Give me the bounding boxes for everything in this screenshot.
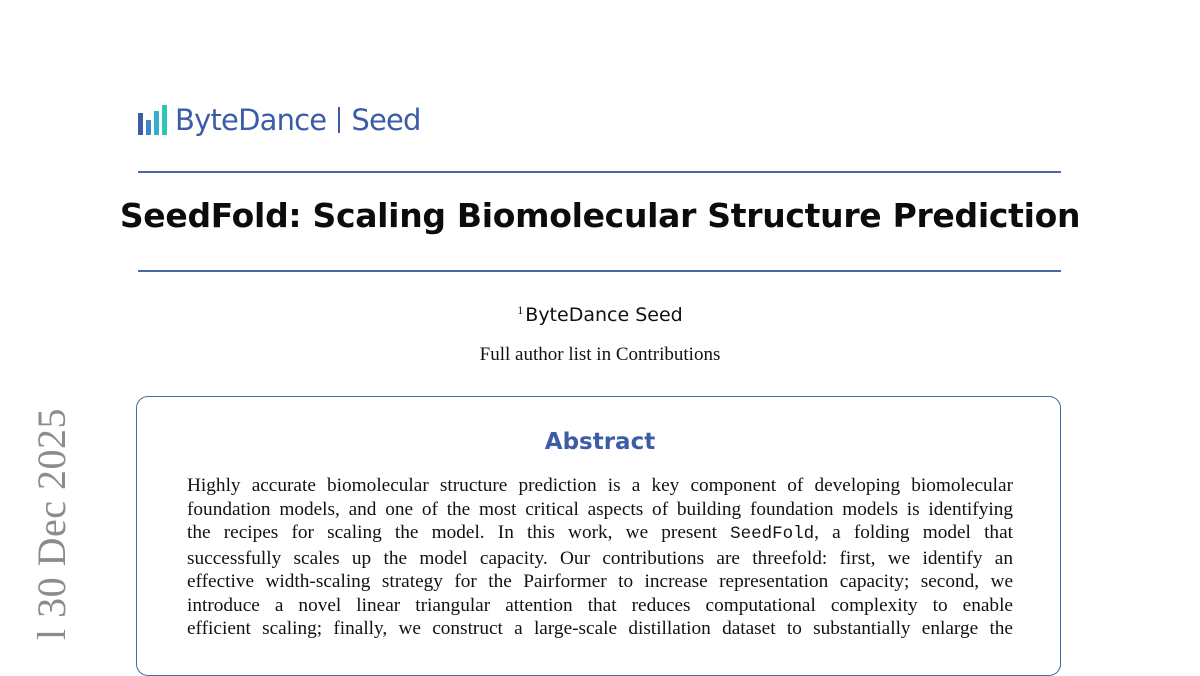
abstract-body: [187, 474, 1013, 641]
abstract-heading: Abstract: [544, 429, 656, 455]
abstract-line: successfully scales up the model capacity. Our contributions are threefold: first, we identify an: [187, 547, 1013, 569]
logo-separator: [338, 107, 340, 133]
abstract-line: [187, 521, 1013, 547]
authors-note: Full author list in Contributions: [479, 344, 721, 365]
abstract-line: Highly accurate biomolecular structure prediction is a key component of developing biomolecular: [187, 475, 1013, 496]
abstract-line: efficient scaling; finally, we construct a large-scale distillation dataset to substantially enlarge the: [187, 618, 1013, 639]
abstract-line-tail: , a folding model that: [814, 522, 1013, 543]
title-bottom-rule: [138, 270, 1061, 272]
bytedance-logo-icon: [138, 105, 167, 135]
abstract-line: introduce a novel linear triangular attention that reduces computational complexity to enable: [187, 594, 1013, 616]
abstract-line: foundation models, and one of the most critical aspects of building foundation models is identifying: [187, 498, 1013, 520]
arxiv-side-stamp: l 30 Dec 2025: [29, 407, 74, 640]
bytedance-seed-logo: [138, 103, 421, 137]
paper-title: SeedFold: Scaling Biomolecular Structure Prediction: [119, 196, 1081, 235]
model-name: SeedFold: [730, 524, 815, 544]
title-top-rule: [138, 171, 1061, 173]
abstract-line-text: the recipes for scaling the model. In this work, we present: [187, 522, 731, 543]
logo-product-text: Seed: [351, 103, 421, 137]
logo-brand-text: ByteDance: [175, 103, 327, 137]
affiliation: [0, 303, 1200, 326]
affiliation-mark: 1: [517, 303, 524, 317]
abstract-line: effective width-scaling strategy for the Pairformer to increase representation capacity; second, we: [187, 571, 1013, 592]
affiliation-name: ByteDance Seed: [525, 304, 683, 326]
